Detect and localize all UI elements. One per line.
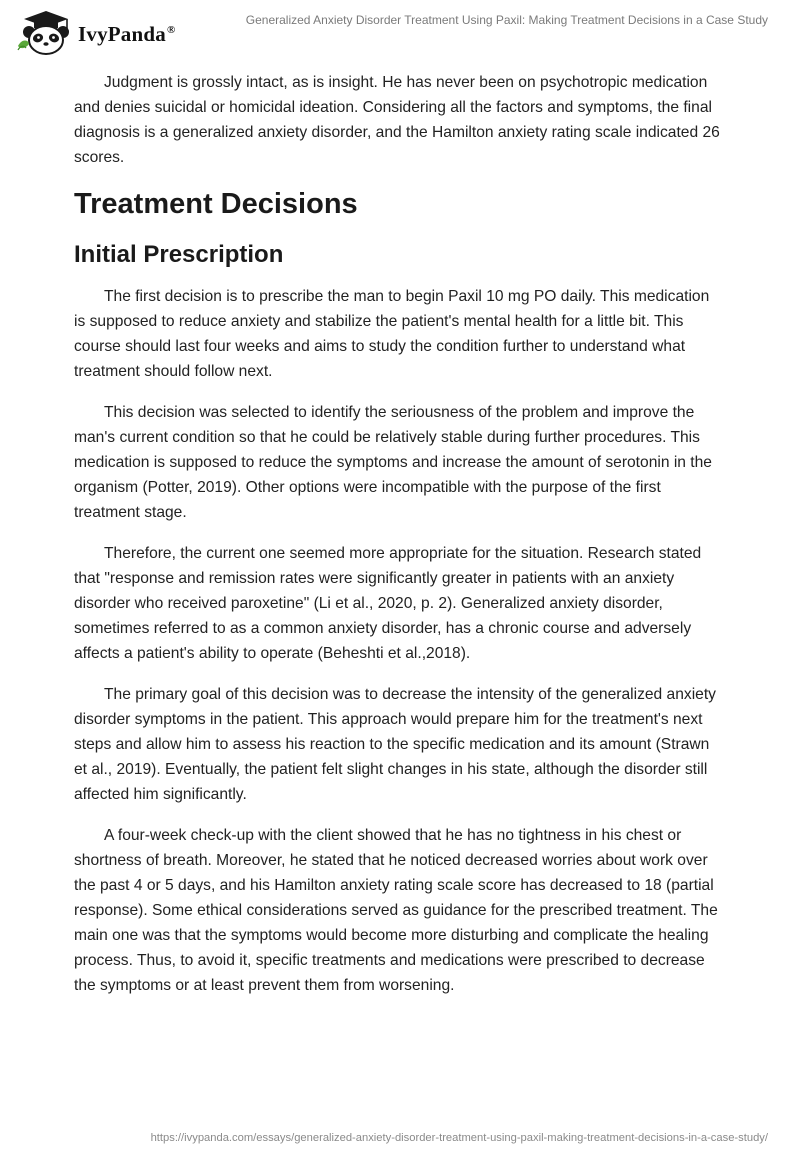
section-heading: Treatment Decisions <box>74 188 358 220</box>
paragraph: The first decision is to prescribe the man to begin Paxil 10 mg PO daily. This medication is supposed to reduce anxiety and stabilize the patient's mental health for a little bit. This course should last four weeks and aims to study the condition further to understand what treatment should follow next. <box>74 288 710 380</box>
paragraph: A four-week check-up with the client showed that he has no tightness in his chest or shortness of breath. Moreover, he stated that he noticed decreased worries about work over the past 4 or 5 days, and his Hamilton anxiety rating scale score has decreased to 18 (partial response). Some ethical considerations served as guidance for the prescribed treatment. The main one was that the symptoms would become more disturbing and complicate the healing process. Thus, to avoid it, specific treatments and medications were prescribed to decrease the symptoms or at least prevent them from worsening. <box>74 827 718 994</box>
paragraph: Therefore, the current one seemed more appropriate for the situation. Research stated that "response and remission rates were significantly greater in patients with an anxiety disorder who received paroxetine" (Li et al., 2020, p. 2). Generalized anxiety disorder, sometimes referred to as a common anxiety disorder, has a chronic course and adversely affects a patient's ability to operate (Beheshti et al.,2018). <box>74 545 702 662</box>
paragraph: This decision was selected to identify the seriousness of the problem and improve the man's current condition so that he could be relatively stable during further procedures. This medication is supposed to reduce the symptoms and increase the amount of serotonin in the organism (Potter, 2019). Other options were incompatible with the purpose of the first treatment stage. <box>74 404 712 521</box>
document-title: Generalized Anxiety Disorder Treatment Using Paxil: Making Treatment Decisions in a Case Study <box>245 13 768 27</box>
registered-mark: ® <box>166 24 176 36</box>
intro-paragraph: Judgment is grossly intact, as is insight. He has never been on psychotropic medication and denies suicidal or homicidal ideation. Considering all the factors and symptoms, the final diagnosis is a generalized anxiety disorder, and the Hamilton anxiety rating scale indicated 26 scores. <box>74 74 720 166</box>
paragraph: The primary goal of this decision was to decrease the intensity of the generalized anxiety disorder symptoms in the patient. This approach would prepare him for the treatment's next steps and allow him to assess his reaction to the specific medication and its amount (Strawn et al., 2019). Eventually, the patient felt slight changes in his state, although the disorder still affected him significantly. <box>74 686 716 803</box>
page-header <box>0 0 800 60</box>
brand-name: IvyPanda® <box>78 22 176 46</box>
ivypanda-logo[interactable] <box>14 10 204 56</box>
panda-graduate-icon <box>14 10 78 56</box>
subsection-heading: Initial Prescription <box>74 241 284 268</box>
article-body <box>74 70 724 1014</box>
source-url[interactable]: https://ivypanda.com/essays/generalized-anxiety-disorder-treatment-using-paxil-making-treatment-decisions-in-a-case-study/ <box>150 1132 768 1144</box>
